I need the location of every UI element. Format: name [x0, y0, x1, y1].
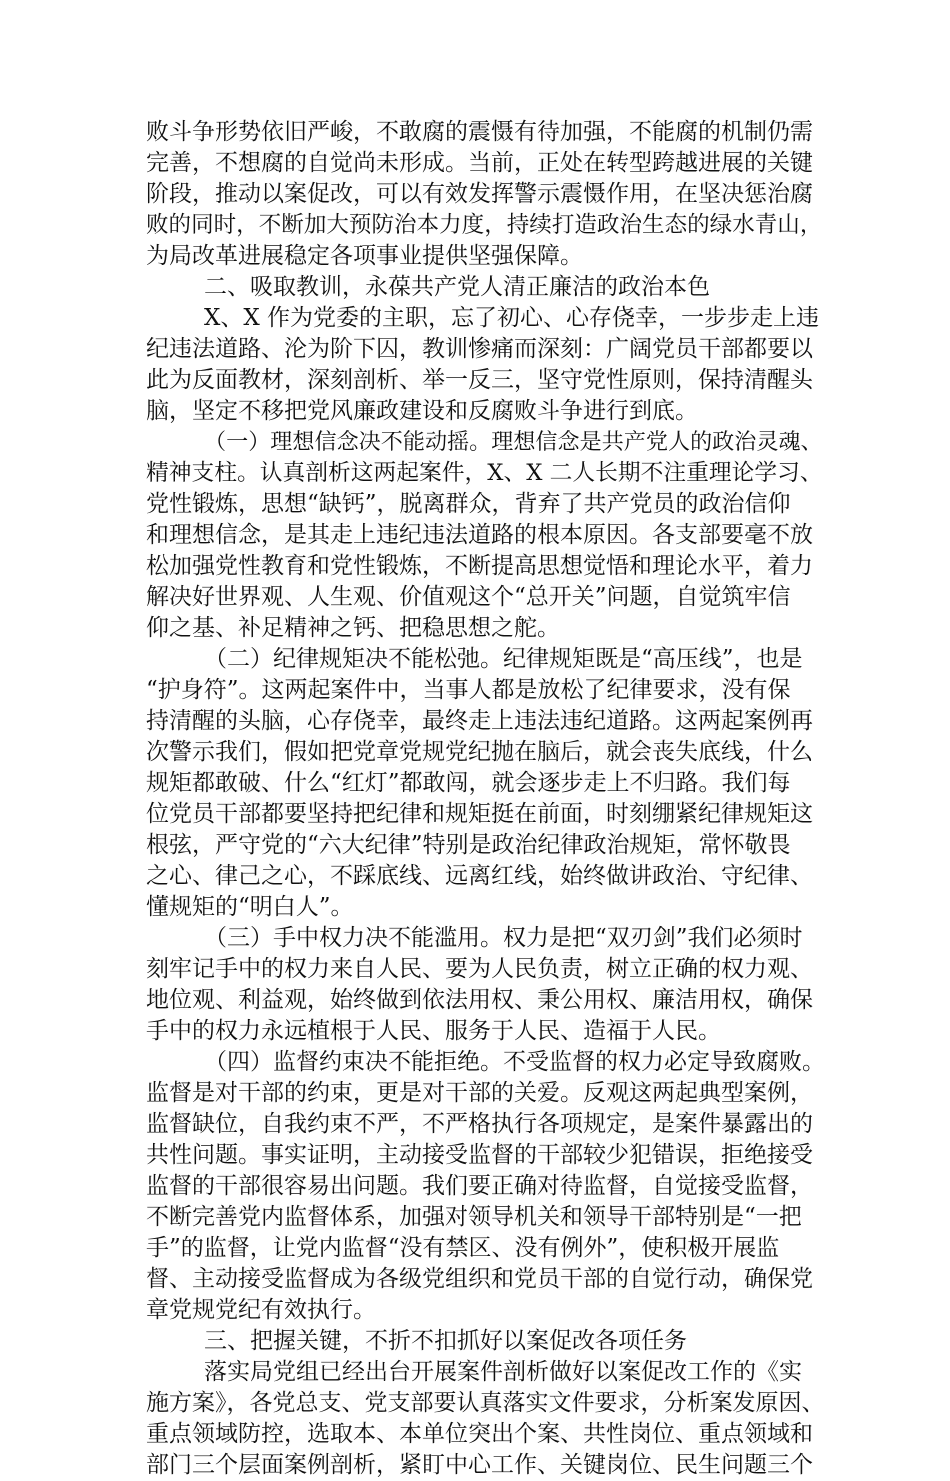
paragraph [146, 1047, 826, 1326]
text-line: 纪违法道路、沦为阶下囚，教训惨痛而深刻：广阔党员干部都要以 [146, 336, 813, 362]
text-line: 脑，坚定不移把党风廉政建设和反腐败斗争进行到底。 [146, 398, 698, 424]
text-line: 地位观、利益观，始终做到依法用权、秉公用权、廉洁用权，确保 [146, 987, 813, 1013]
section-heading [146, 272, 826, 303]
text-line: 章党规党纪有效执行。 [146, 1297, 376, 1323]
text-line: 手中的权力永远植根于人民、服务于人民、造福于人民。 [146, 1018, 721, 1044]
text-line: 和理想信念，是其走上违纪违法道路的根本原因。各支部要毫不放 [146, 522, 813, 548]
text-line: 部门三个层面案例剖析，紧盯中心工作、关键岗位、民生问题三个 [146, 1452, 813, 1478]
text-line: 督、主动接受监督成为各级党组织和党员干部的自觉行动，确保党 [146, 1266, 813, 1292]
text-line: 之心、律己之心，不踩底线、远离红线，始终做讲政治、守纪律、 [146, 863, 813, 889]
text-line: 仰之基、补足精神之钙、把稳思想之舵。 [146, 615, 560, 641]
text-line: 党性锻炼，思想“缺钙”，脱离群众，背弃了共产党员的政治信仰 [146, 491, 791, 517]
text-line: （三）手中权力决不能滥用。权力是把“双刃剑”我们必须时 [204, 925, 803, 951]
text-line: 根弦，严守党的“六大纪律”特别是政治纪律政治规矩，常怀敬畏 [146, 832, 791, 858]
text-line: 监督的干部很容易出问题。我们要正确对待监督，自觉接受监督， [146, 1173, 813, 1199]
text-line: 规矩都敢破、什么“红灯”都敢闯，就会逐步走上不归路。我们每 [146, 770, 791, 796]
paragraph [146, 923, 826, 1047]
text-line: 精神支柱。认真剖析这两起案件，X、X 二人长期不注重理论学习、 [146, 460, 823, 486]
paragraph [146, 644, 826, 923]
text-line: 完善，不想腐的自觉尚未形成。当前，正处在转型跨越进展的关键 [146, 150, 813, 176]
text-line: 不断完善党内监督体系，加强对领导机关和领导干部特别是“一把 [146, 1204, 802, 1230]
text-line: “护身符”。这两起案件中，当事人都是放松了纪律要求，没有保 [146, 677, 791, 703]
paragraph [146, 117, 826, 272]
text-line: 持清醒的头脑，心存侥幸，最终走上违法违纪道路。这两起案例再 [146, 708, 813, 734]
text-line: 重点领域防控，选取本、本单位突出个案、共性岗位、重点领域和 [146, 1421, 813, 1447]
text-line: 阶段，推动以案促改，可以有效发挥警示震慑作用，在坚决惩治腐 [146, 181, 813, 207]
text-line: 监督缺位，自我约束不严，不严格执行各项规定，是案件暴露出的 [146, 1111, 813, 1137]
text-line: 次警示我们，假如把党章党规党纪抛在脑后，就会丧失底线，什么 [146, 739, 813, 765]
text-line: 刻牢记手中的权力来自人民、要为人民负责，树立正确的权力观、 [146, 956, 813, 982]
text-line: 位党员干部都要坚持把纪律和规矩挺在前面，时刻绷紧纪律规矩这 [146, 801, 813, 827]
text-line: （二）纪律规矩决不能松弛。纪律规矩既是“高压线”，也是 [204, 646, 803, 672]
paragraph [146, 427, 826, 644]
text-line: 懂规矩的“明白人”。 [146, 894, 354, 920]
text-line: 败的同时，不断加大预防治本力度，持续打造政治生态的绿水青山， [146, 212, 823, 238]
text-line: 监督是对干部的约束，更是对干部的关爱。反观这两起典型案例， [146, 1080, 813, 1106]
text-line: 施方案》，各党总支、党支部要认真落实文件要求，分析案发原因、 [146, 1390, 825, 1416]
text-line: 解决好世界观、人生观、价值观这个“总开关”问题，自觉筑牢信 [146, 584, 791, 610]
text-line: X、X 作为党委的主职，忘了初心、心存侥幸，一步步走上违 [204, 305, 820, 331]
document-body [146, 117, 826, 1481]
text-line: （四）监督约束决不能拒绝。不受监督的权力必定导致腐败。 [204, 1049, 825, 1075]
text-line: （一）理想信念决不能动摇。理想信念是共产党人的政治灵魂、 [204, 429, 823, 455]
section-heading-text: 二、吸取教训，永葆共产党人清正廉洁的政治本色 [204, 274, 710, 300]
text-line: 此为反面教材，深刻剖析、举一反三，坚守党性原则，保持清醒头 [146, 367, 813, 393]
text-line: 为局改革进展稳定各项事业提供坚强保障。 [146, 243, 583, 269]
text-line: 败斗争形势依旧严峻，不敢腐的震慑有待加强，不能腐的机制仍需 [146, 119, 813, 145]
text-line: 共性问题。事实证明，主动接受监督的干部较少犯错误，拒绝接受 [146, 1142, 813, 1168]
section-heading-text: 三、把握关键，不折不扣抓好以案促改各项任务 [204, 1328, 687, 1354]
text-line: 松加强党性教育和党性锻炼，不断提高思想觉悟和理论水平，着力 [146, 553, 813, 579]
text-line: 落实局党组已经出台开展案件剖析做好以案促改工作的《实 [204, 1359, 802, 1385]
text-line: 手”的监督，让党内监督“没有禁区、没有例外”，使积极开展监 [146, 1235, 780, 1261]
section-heading [146, 1326, 826, 1357]
paragraph [146, 303, 826, 427]
paragraph [146, 1357, 826, 1481]
